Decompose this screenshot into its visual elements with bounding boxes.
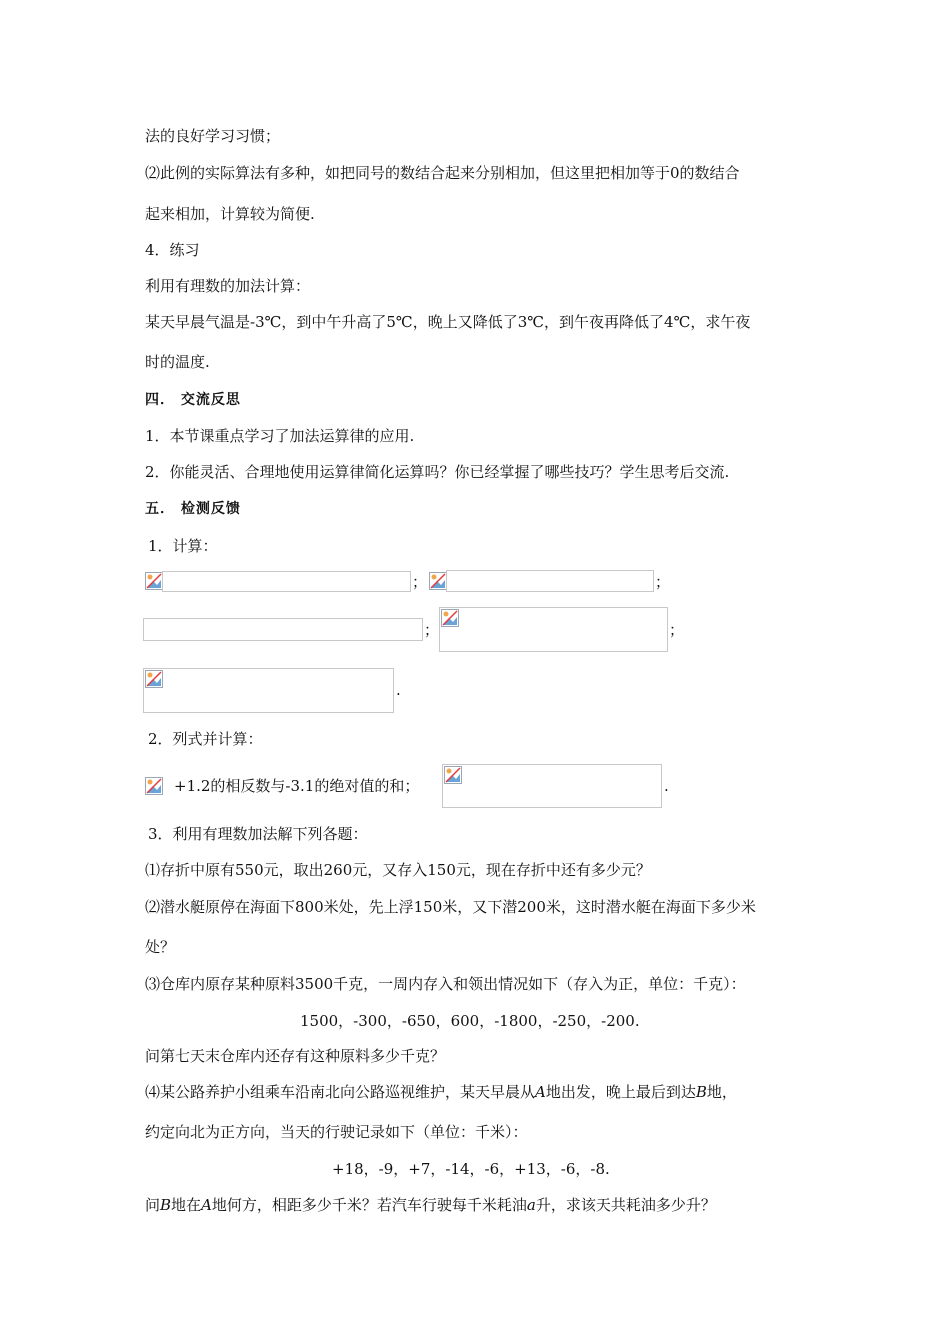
text-line: 起来相加，计算较为简便. — [145, 205, 315, 223]
text-line: 利用有理数的加法计算： — [145, 277, 311, 295]
text-line: 某天早晨气温是-3℃，到中午升高了5℃，晚上又降低了3℃，到午夜再降低了4℃，求午夜 — [145, 313, 751, 331]
text-line: ⑴存折中原有550元，取出260元，又存入150元，现在存折中还有多少元？ — [145, 861, 651, 879]
var-B: B — [695, 1083, 707, 1101]
text-line: 3．利用有理数加法解下列各题： — [148, 825, 368, 843]
formula-image — [143, 668, 394, 713]
text-line: 法的良好学习习惯； — [145, 127, 281, 145]
text-span: 地出发，晚上最后到达 — [545, 1083, 696, 1101]
punctuation: . — [396, 681, 401, 699]
punctuation: ； — [655, 573, 671, 591]
broken-image-icon — [441, 609, 459, 627]
text-line: ⑶仓库内原存某种原料3500千克，一周内存入和领出情况如下（存入为正，单位：千克）： — [145, 975, 746, 993]
text-line: 2．你能灵活、合理地使用运算律简化运算吗？你已经掌握了哪些技巧？学生思考后交流. — [145, 463, 730, 481]
formula-image — [446, 570, 654, 592]
text-line: 约定向北为正方向，当天的行驶记录如下（单位：千米）： — [145, 1123, 528, 1141]
var-a: a — [526, 1196, 536, 1214]
text-line — [145, 1082, 737, 1102]
formula-image — [442, 764, 662, 808]
punctuation: ； — [424, 621, 440, 639]
text-span: 问 — [145, 1196, 161, 1214]
text-line: 问第七天末仓库内还存有这种原料多少千克？ — [145, 1047, 446, 1065]
broken-image-icon — [444, 766, 462, 784]
text-line: 处？ — [145, 938, 176, 956]
var-B: B — [160, 1196, 172, 1214]
data-sequence: +18，-9，+7，-14，-6，+13，-6，-8. — [332, 1160, 610, 1178]
text-line: +1.2的相反数与-3.1的绝对值的和； — [174, 777, 420, 795]
text-line: 1．计算： — [148, 537, 218, 555]
text-span: 升，求该天共耗油多少升？ — [535, 1196, 716, 1214]
formula-image — [439, 607, 668, 652]
punctuation: . — [664, 777, 669, 795]
text-span: 地在 — [171, 1196, 202, 1214]
text-line: ⑵潜水艇原停在海面下800米处，先上浮150米，又下潜200米，这时潜水艇在海面下多少米 — [145, 898, 756, 916]
text-line: 1．本节课重点学习了加法运算律的应用. — [145, 427, 415, 445]
broken-image-icon — [145, 670, 163, 688]
text-span: ⑷某公路养护小组乘车沿南北向公路巡视维护，某天早晨从 — [145, 1083, 536, 1101]
text-line: 4．练习 — [145, 241, 200, 259]
data-sequence: 1500，-300，-650，600，-1800，-250，-200. — [300, 1012, 640, 1030]
text-line — [145, 1195, 716, 1215]
text-span: 地， — [706, 1083, 737, 1101]
broken-image-icon — [145, 777, 163, 795]
text-line: ⑵此例的实际算法有多种，如把同号的数结合起来分别相加，但这里把相加等于0的数结合 — [145, 164, 740, 182]
broken-image-icon — [429, 572, 447, 590]
text-line: 2．列式并计算： — [148, 730, 263, 748]
broken-image-icon — [145, 572, 163, 590]
var-A: A — [535, 1083, 546, 1101]
text-line: 时的温度. — [145, 353, 210, 371]
text-span: 地何方，相距多少千米？若汽车行驶每千米耗油 — [211, 1196, 527, 1214]
formula-image — [162, 571, 411, 592]
section-heading: 四． 交流反思 — [145, 392, 241, 408]
var-A: A — [201, 1196, 212, 1214]
punctuation: ； — [412, 573, 428, 591]
formula-image — [143, 618, 423, 641]
section-heading: 五． 检测反馈 — [145, 501, 241, 517]
punctuation: ； — [669, 621, 685, 639]
